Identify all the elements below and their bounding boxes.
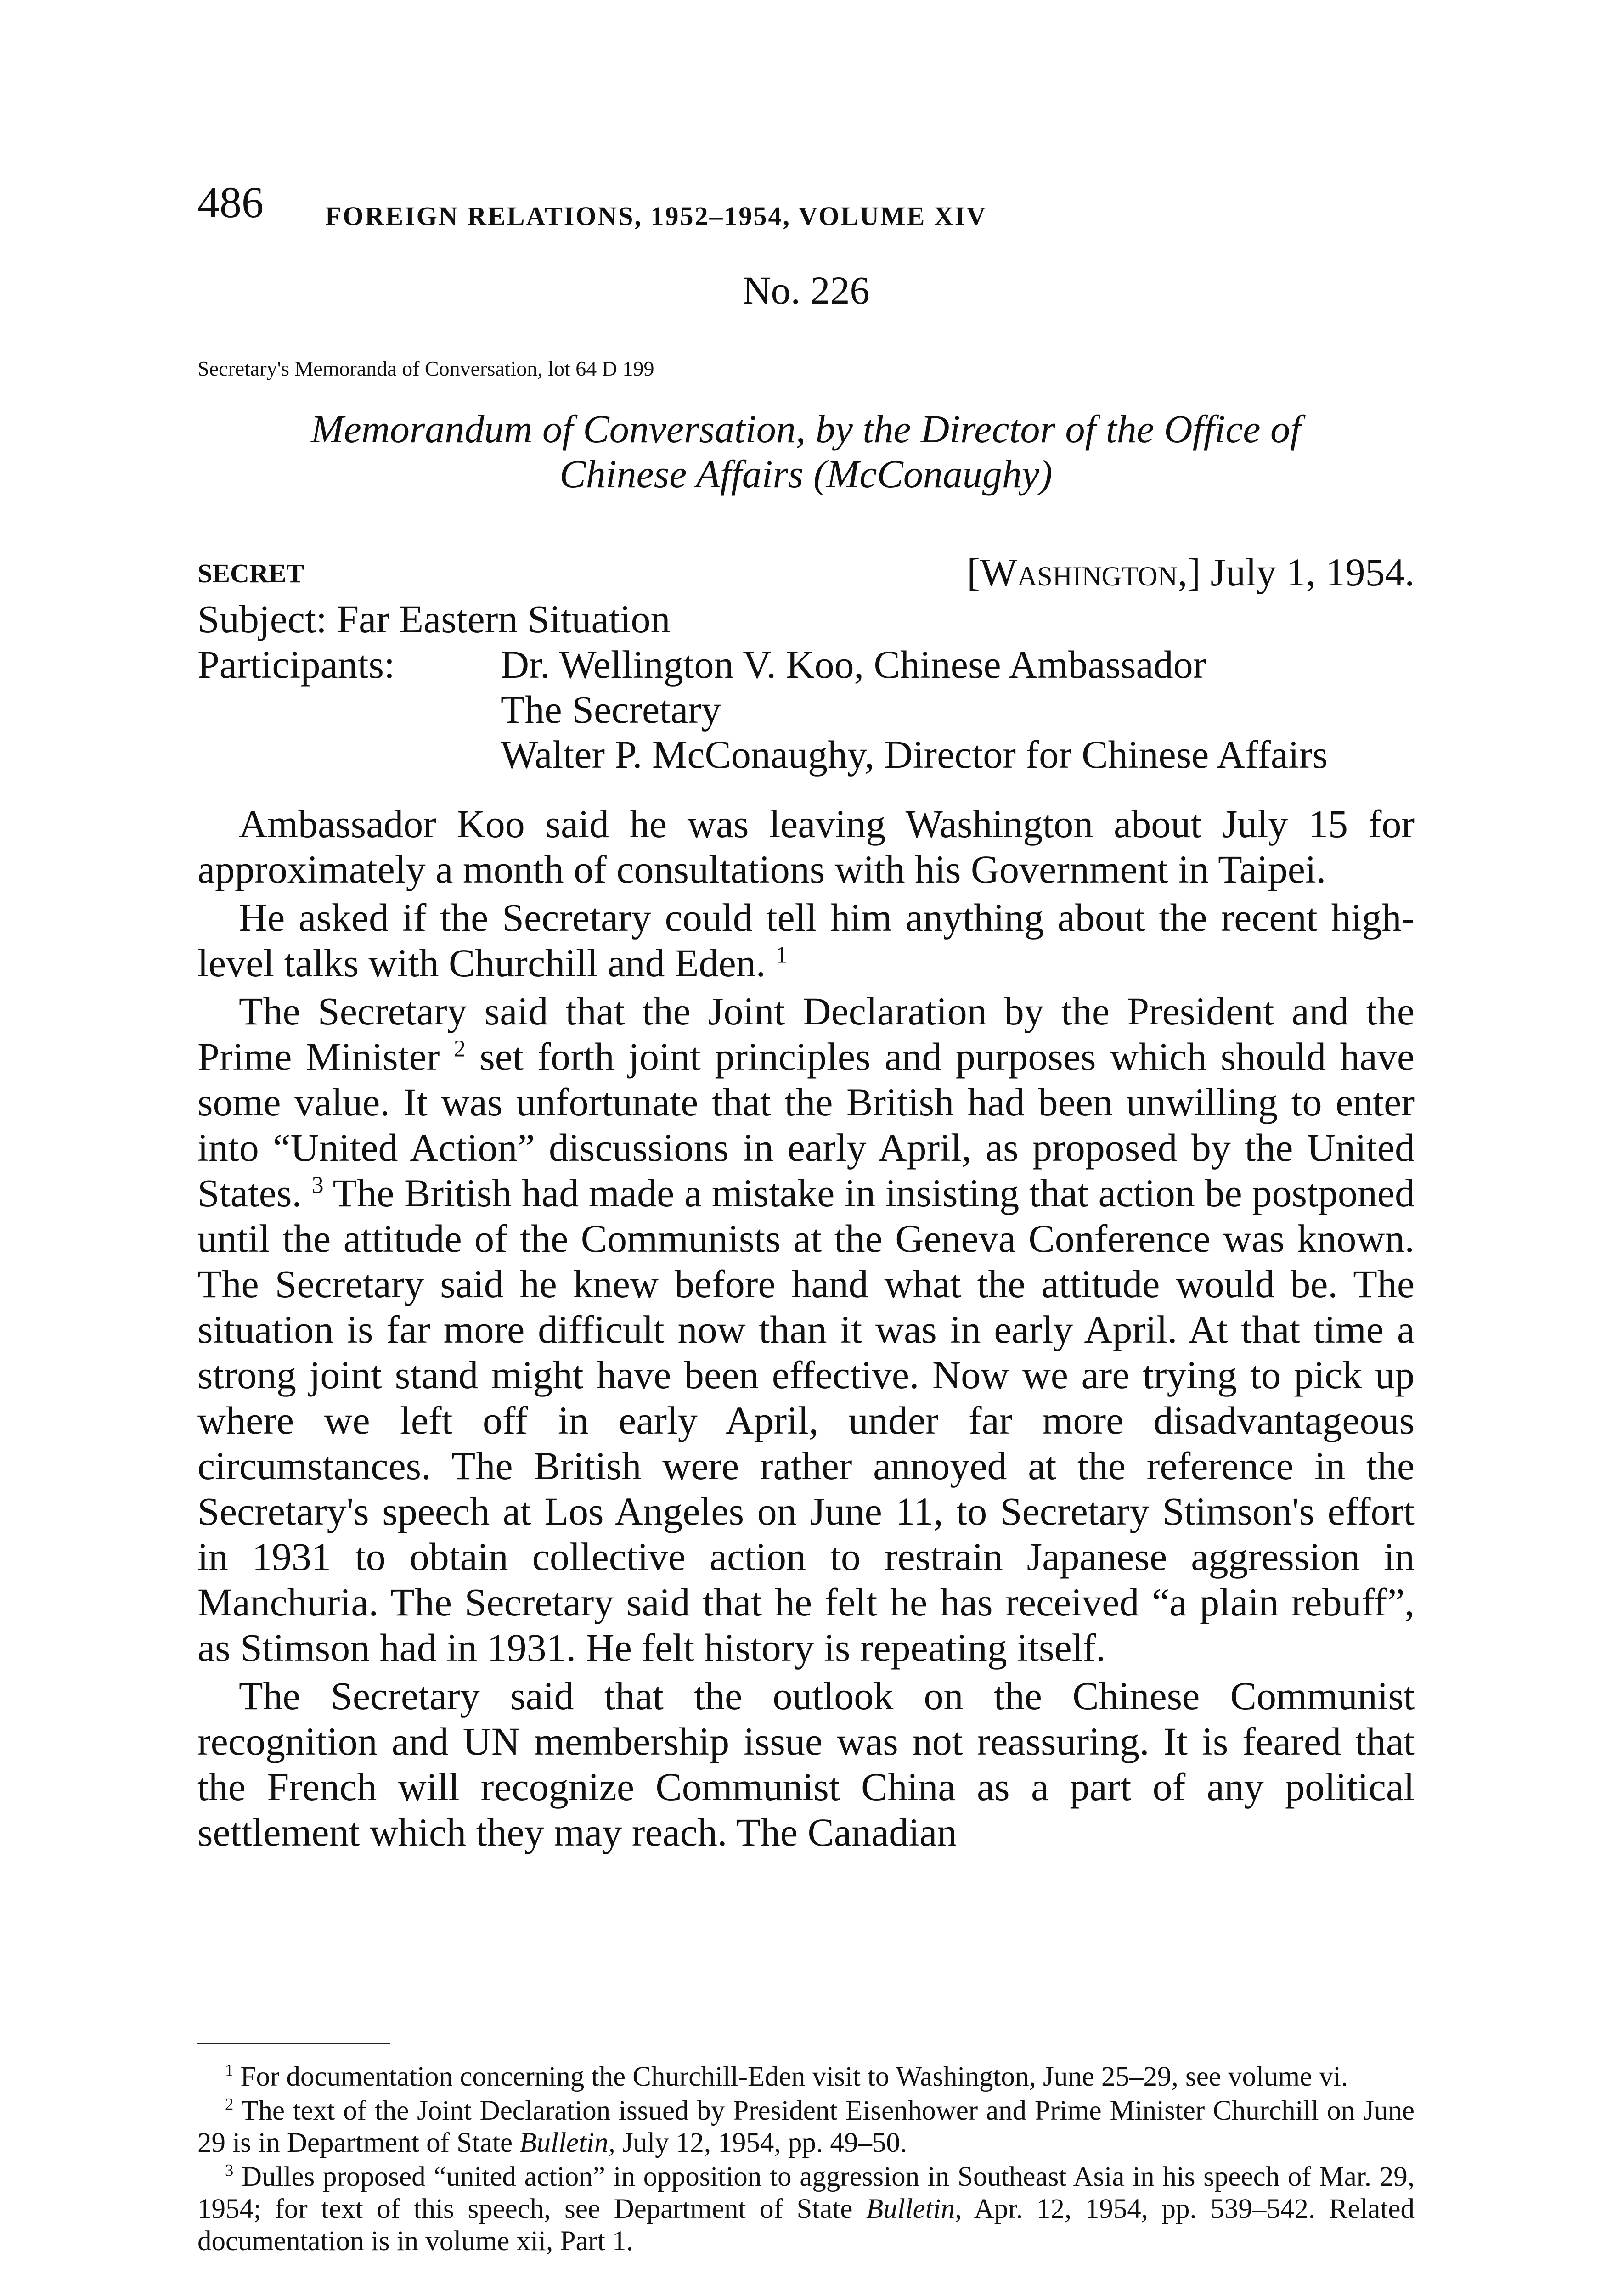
footnote-ref: 1 xyxy=(775,942,788,968)
footnote-number: 3 xyxy=(225,2161,234,2180)
footnote-italic: Bulletin, xyxy=(519,2127,615,2158)
document-title xyxy=(197,406,1415,496)
participants-label: Participants: xyxy=(197,642,395,687)
running-title: FOREIGN RELATIONS, 1952–1954, VOLUME XIV xyxy=(325,201,987,231)
footnote xyxy=(197,2061,1415,2093)
footnote-number: 2 xyxy=(225,2094,234,2114)
classification-label: SECRET xyxy=(197,558,304,588)
participant-item: Dr. Wellington V. Koo, Chinese Ambassador xyxy=(501,642,1206,687)
dateline-place: [Washington,] xyxy=(967,550,1201,594)
body-paragraph xyxy=(197,989,1415,1671)
participant-item: The Secretary xyxy=(501,687,721,732)
footnote-text: Apr. 12, 1954, pp. 539–542. Related documentation is in volume xii, Part 1. xyxy=(197,2194,1415,2257)
body-text: The Secretary said that the Joint Declaration by the President and the Prime Minister xyxy=(197,989,1415,1079)
footnote xyxy=(197,2095,1415,2159)
body-paragraph: The Secretary said that the outlook on the Chinese Communist recognition and UN membership issue was not reassuring. It is feared that the French will recognize Communist China as a part of any political settlement which they may reach. The Canadian xyxy=(197,1674,1415,1854)
footnote-divider xyxy=(197,2043,390,2044)
subject-line: Subject: Far Eastern Situation xyxy=(197,597,671,641)
footnote-ref: 3 xyxy=(311,1172,324,1199)
document-title-line-1: Memorandum of Conversation, by the Director of the Office of xyxy=(310,407,1301,451)
body-text: The British had made a mistake in insisting that action be postponed until the attitude of the Communists at the Geneva Conference was known. The Secretary said he knew before hand what the attitude would be. The situation is far more difficult now than it was in early April. At that time a strong joint stand might have been effective. Now we are trying to pick up where we left off in early April, under far more disadvantageous circumstances. The British were rather annoyed at the reference in the Secretary's speech at Los Angeles on June 11, to Secretary Stimson's effort in 1931 to obtain collective action to restrain Japanese aggression in Manchuria. The Secretary said that he felt he has received “a plain rebuff”, as Stimson had in 1931. He felt history is repeating itself. xyxy=(197,1171,1415,1670)
dateline xyxy=(967,549,1415,595)
footnote xyxy=(197,2161,1415,2257)
footnote-text: July 12, 1954, pp. 49–50. xyxy=(615,2127,907,2158)
memo-body xyxy=(197,801,1415,1858)
footnote-text: The text of the Joint Declaration issued by President Eisenhower and Prime Minister Churchill on June 29 is in Department of State xyxy=(197,2095,1415,2158)
footnote-italic: Bulletin, xyxy=(866,2194,962,2224)
document-number: No. 226 xyxy=(742,268,870,312)
body-paragraph xyxy=(197,895,1415,986)
body-paragraph: Ambassador Koo said he was leaving Washington about July 15 for approximately a month of consultations with his Government in Taipei. xyxy=(197,802,1415,891)
body-text: set forth joint principles and purposes which should have some value. It was unfortunate that the British had been unwilling to enter into “United Action” discussions in early April, as proposed by the United States. xyxy=(197,1035,1415,1215)
participant-item: Walter P. McConaughy, Director for Chinese Affairs xyxy=(501,732,1328,777)
footnotes xyxy=(197,2061,1415,2259)
page-number: 486 xyxy=(197,178,264,227)
footnote-ref: 2 xyxy=(453,1035,466,1062)
source-note: Secretary's Memoranda of Conversation, lot 64 D 199 xyxy=(197,357,654,380)
footnote-text: Dulles proposed “united action” in opposition to aggression in Southeast Asia in his speech of Mar. 29, 1954; for text of this speech, see Department of State xyxy=(197,2161,1415,2224)
footnote-text: For documentation concerning the Churchill-Eden visit to Washington, June 25–29, see volume vi. xyxy=(233,2061,1348,2092)
footnote-number: 1 xyxy=(225,2060,234,2080)
body-text: He asked if the Secretary could tell him anything about the recent high-level talks with Churchill and Eden. xyxy=(197,895,1415,985)
participants-list xyxy=(501,642,1328,777)
document-title-line-2: Chinese Affairs (McConaughy) xyxy=(559,452,1053,496)
dateline-date: July 1, 1954. xyxy=(1201,550,1415,594)
